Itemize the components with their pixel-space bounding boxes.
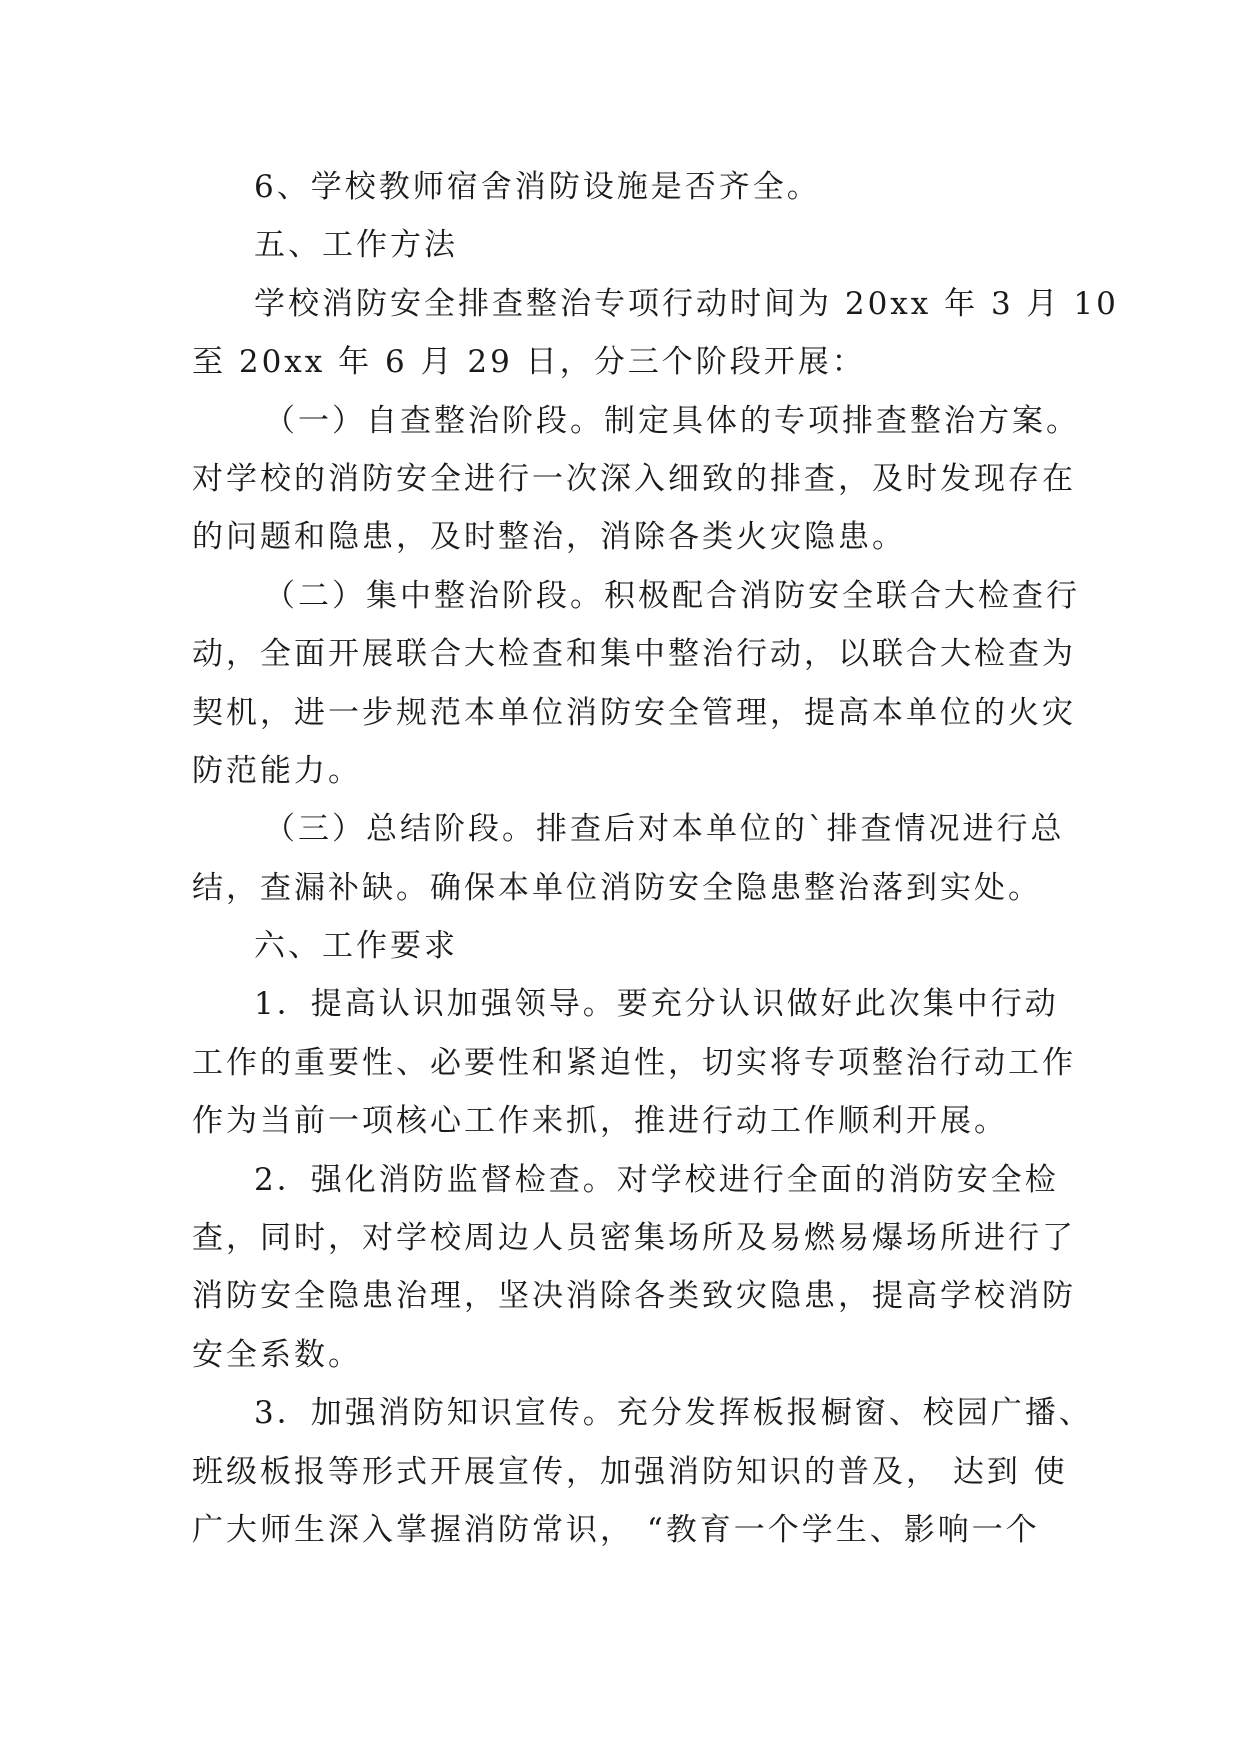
section-heading: 五、工作方法 (254, 227, 458, 264)
text-line: 班级板报等形式开展宣传，加强消防知识的普及， 达到 使 (192, 1453, 1068, 1490)
text-line: （三）总结阶段。排查后对本单位的`排查情况进行总 (264, 811, 1065, 848)
text-line: 3．加强消防知识宣传。充分发挥板报橱窗、校园广播、 (254, 1395, 1093, 1432)
document-body (192, 158, 1119, 1559)
text-line: （二）集中整治阶段。积极配合消防安全联合大检查行 (264, 577, 1080, 614)
text-line: 的问题和隐患，及时整治，消除各类火灾隐患。 (192, 519, 906, 556)
text-line: 6、学校教师宿舍消防设施是否齐全。 (254, 169, 821, 205)
text-line: 对学校的消防安全进行一次深入细致的排查，及时发现存在 (192, 460, 1076, 497)
text-line: 契机，进一步规范本单位消防安全管理，提高本单位的火灾 (192, 694, 1076, 731)
text-line: 安全系数。 (192, 1336, 362, 1373)
text-line: 防范能力。 (192, 752, 362, 789)
text-line: 2．强化消防监督检查。对学校进行全面的消防安全检 (254, 1161, 1059, 1198)
text-line: 工作的重要性、必要性和紧迫性，切实将专项整治行动工作 (192, 1044, 1076, 1081)
text-line: 学校消防安全排查整治专项行动时间为 20xx 年 3 月 10 (254, 285, 1119, 322)
text-line: 至 20xx 年 6 月 29 日，分三个阶段开展： (192, 344, 866, 381)
text-line: 结，查漏补缺。确保本单位消防安全隐患整治落到实处。 (192, 869, 1042, 906)
text-line: （一）自查整治阶段。制定具体的专项排查整治方案。 (264, 402, 1080, 439)
text-line: 查，同时，对学校周边人员密集场所及易燃易爆场所进行了 (192, 1220, 1076, 1257)
text-line: 作为当前一项核心工作来抓，推进行动工作顺利开展。 (192, 1103, 1008, 1140)
text-line: 动，全面开展联合大检查和集中整治行动，以联合大检查为 (192, 636, 1076, 673)
text-line: 广大师生深入掌握消防常识， “教育一个学生、影响一个 (192, 1511, 1040, 1548)
text-line: 消防安全隐患治理，坚决消除各类致灾隐患，提高学校消防 (192, 1278, 1076, 1315)
text-line: 1．提高认识加强领导。要充分认识做好此次集中行动 (254, 986, 1059, 1023)
section-heading: 六、工作要求 (254, 928, 458, 965)
